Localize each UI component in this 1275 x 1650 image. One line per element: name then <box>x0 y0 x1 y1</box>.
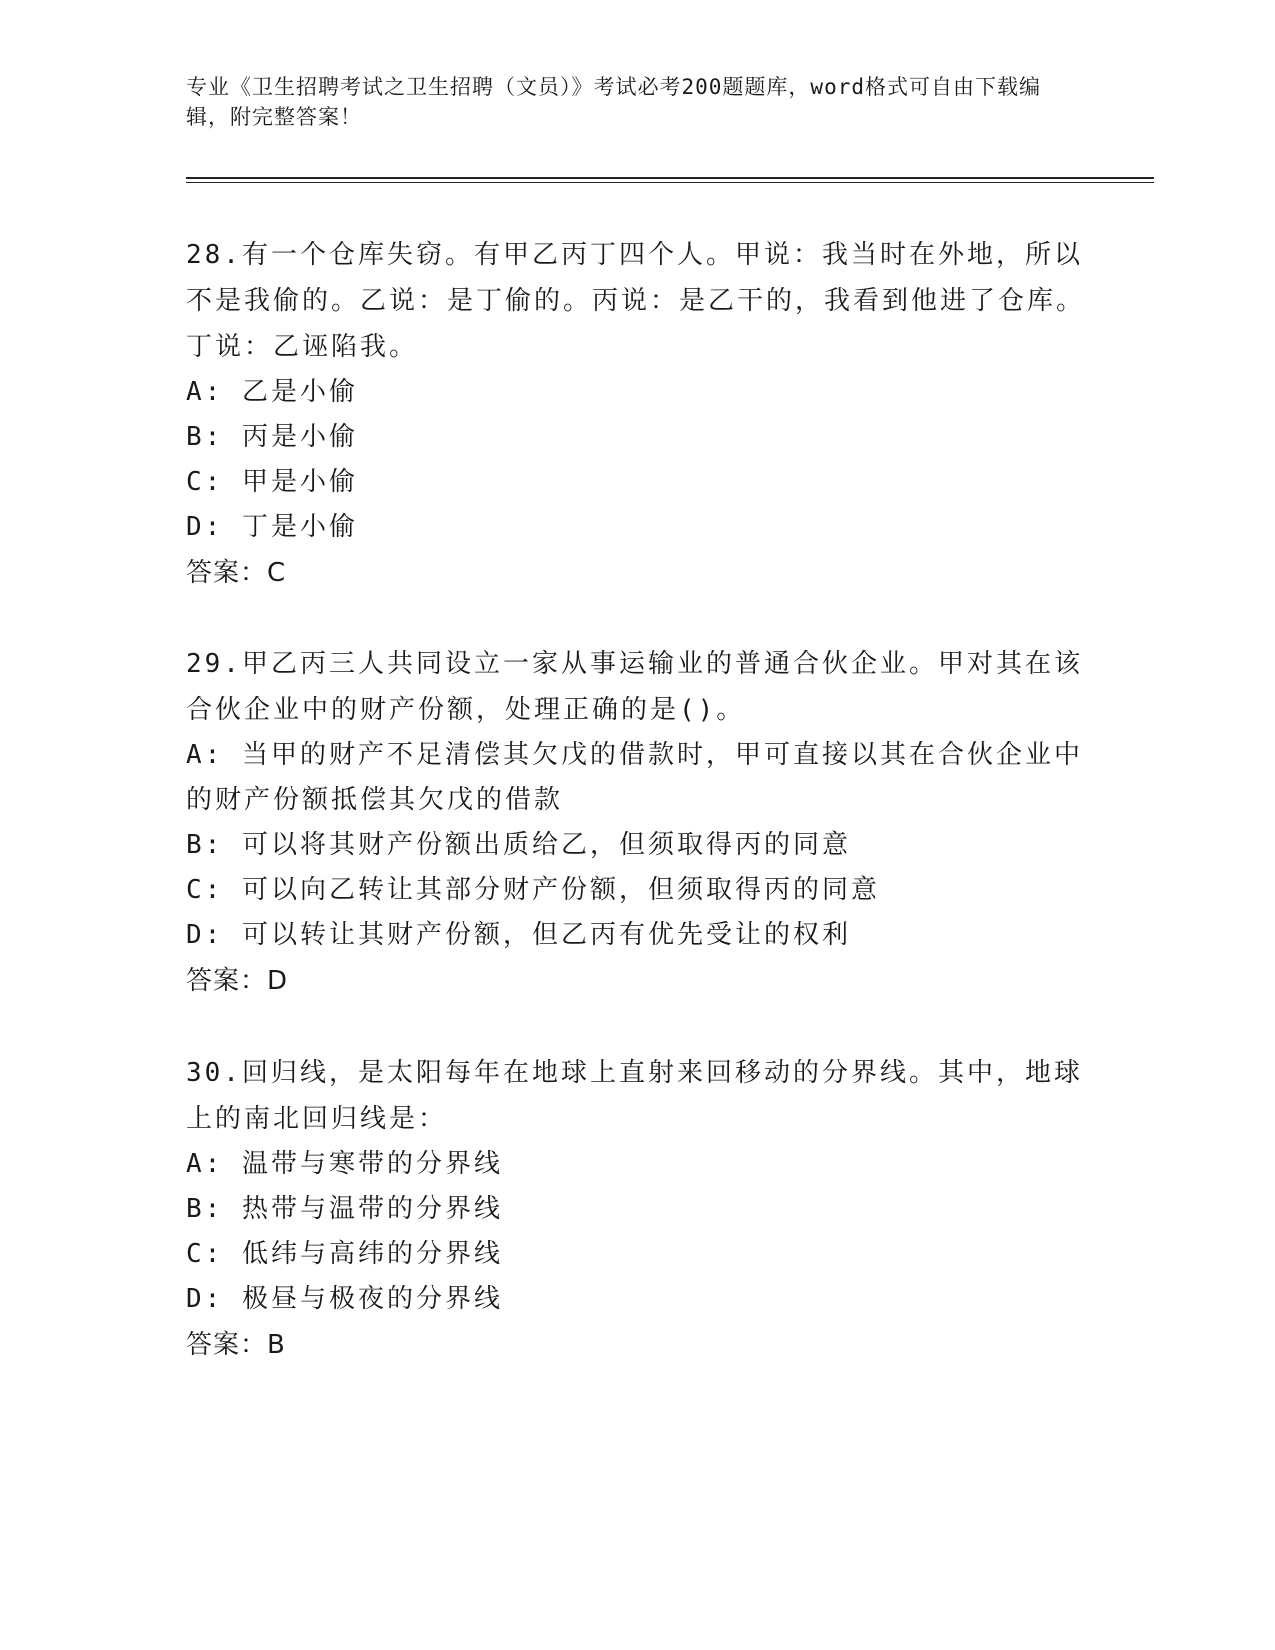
question-29 <box>186 641 1086 1004</box>
option-d: D: 丁是小偷 <box>186 512 358 542</box>
option-c: C: 低纬与高纬的分界线 <box>186 1239 503 1269</box>
option-b: B: 可以将其财产份额出质给乙，但须取得丙的同意 <box>186 830 851 860</box>
question-28 <box>186 232 1086 596</box>
answer-line: 答案：B <box>186 1330 286 1360</box>
option-c: C: 甲是小偷 <box>186 467 358 497</box>
answer-line: 答案：D <box>186 966 289 996</box>
option-c: C: 可以向乙转让其部分财产份额，但须取得丙的同意 <box>186 875 880 905</box>
option-d: D: 可以转让其财产份额，但乙丙有优先受让的权利 <box>186 920 851 950</box>
document-header: 专业《卫生招聘考试之卫生招聘（文员）》考试必考200题题库，word格式可自由下载编辑，附完整答案！ <box>186 75 1041 129</box>
option-a: A: 当甲的财产不足清偿其欠戊的借款时，甲可直接以其在合伙企业中的财产份额抵偿其欠戊的借款 <box>186 740 1083 815</box>
question-text: 30.回归线，是太阳每年在地球上直射来回移动的分界线。其中，地球上的南北回归线是： <box>186 1058 1083 1134</box>
question-text: 29.甲乙丙三人共同设立一家从事运输业的普通合伙企业。甲对其在该合伙企业中的财产份额，处理正确的是()。 <box>186 649 1083 725</box>
header-divider-thin <box>186 182 1154 183</box>
question-text: 28.有一个仓库失窃。有甲乙丙丁四个人。甲说：我当时在外地，所以不是我偷的。乙说：是丁偷的。丙说：是乙干的，我看到他进了仓库。丁说：乙诬陷我。 <box>186 240 1086 362</box>
option-d: D: 极昼与极夜的分界线 <box>186 1284 503 1314</box>
option-a: A: 温带与寒带的分界线 <box>186 1149 503 1179</box>
header-divider-thick <box>186 177 1154 179</box>
option-b: B: 热带与温带的分界线 <box>186 1194 503 1224</box>
answer-line: 答案：C <box>186 558 287 588</box>
option-b: B: 丙是小偷 <box>186 422 358 452</box>
question-30 <box>186 1050 1086 1368</box>
option-a: A: 乙是小偷 <box>186 377 358 407</box>
